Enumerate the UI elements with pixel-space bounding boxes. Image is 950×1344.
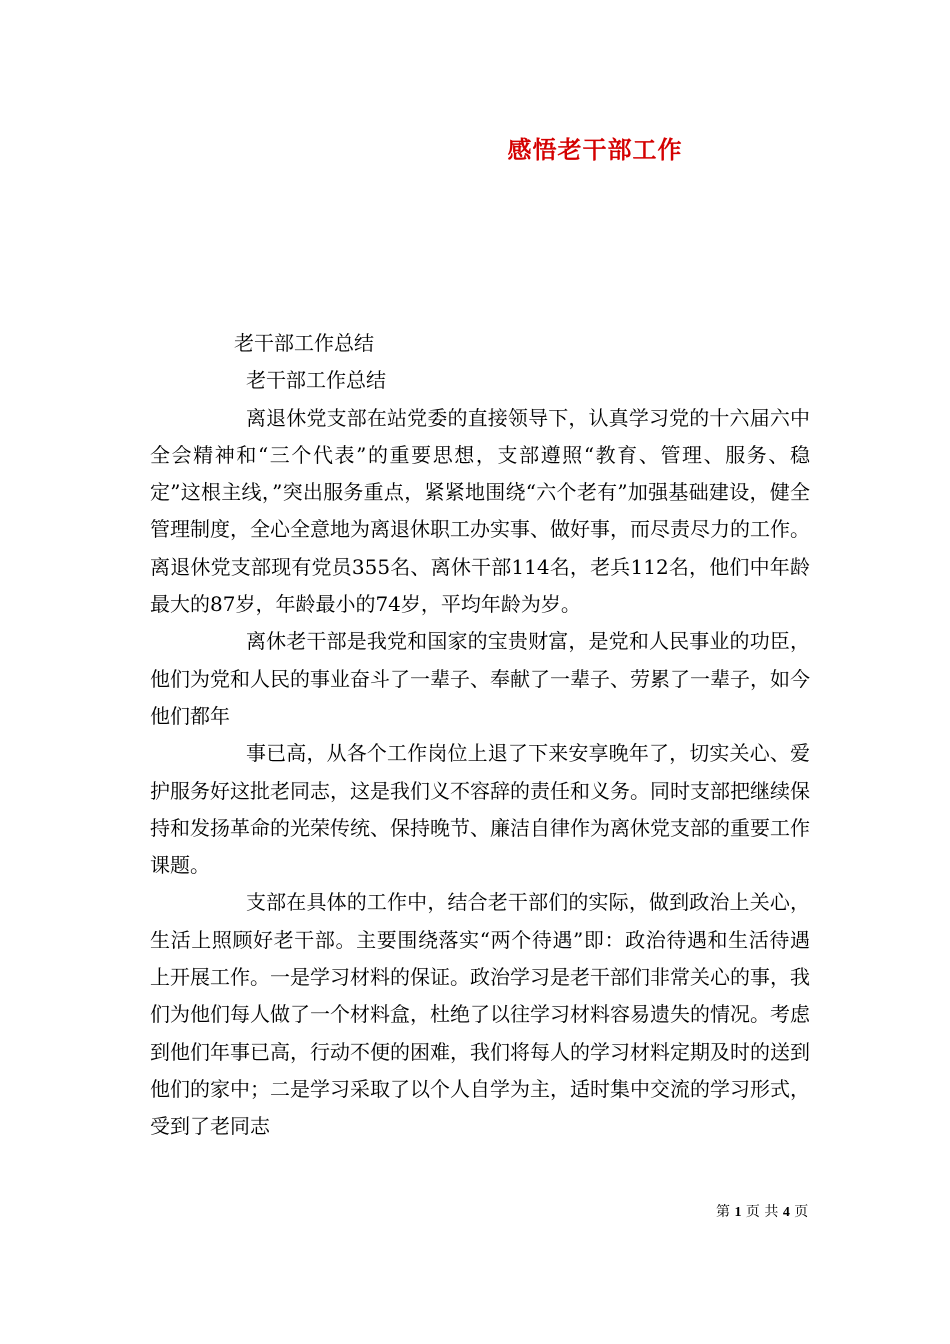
section-subheading: 老干部工作总结 bbox=[246, 368, 386, 393]
footer-total-pages: 4 bbox=[782, 1205, 790, 1220]
footer-current-page: 1 bbox=[734, 1205, 742, 1220]
paragraph-4: 支部在具体的工作中，结合老干部们的实际，做到政治上关心，生活上照顾好老干部。主要围绕落实“两个待遇”即：政治待遇和生活待遇上开展工作。一是学习材料的保证。政治学习是老干部们非常关心的事，我们为他们每人做了一个材料盒，杜绝了以往学习材料容易遗失的情况。考虑到他们年事已高，行动不便的困难，我们将每人的学习材料定期及时的送到他们的家中；二是学习采取了以个人自学为主，适时集中交流的学习形式，受到了老同志 bbox=[150, 890, 810, 1139]
document-title: 感悟老干部工作 bbox=[507, 135, 683, 164]
page-footer bbox=[716, 1202, 808, 1223]
document-body bbox=[150, 325, 810, 1146]
section-heading: 老干部工作总结 bbox=[234, 331, 374, 355]
paragraph-3: 事已高，从各个工作岗位上退了下来安享晚年了，切实关心、爱护服务好这批老同志，这是我们义不容辞的责任和义务。同时支部把继续保持和发扬革命的光荣传统、保持晚节、廉洁自律作为离休党支部的重要工作课题。 bbox=[150, 741, 810, 878]
footer-prefix: 第 bbox=[716, 1204, 730, 1220]
paragraph-1: 离退休党支部在站党委的直接领导下，认真学习党的十六届六中全会精神和“三个代表”的重要思想，支部遵照“教育、管理、服务、稳定”这根主线，”突出服务重点，紧紧地围绕“六个老有”加强基础建设，健全管理制度，全心全意地为离退休职工办实事、做好事，而尽责尽力的工作。离退休党支部现有党员355名、离休干部114名，老兵112名，他们中年龄最大的87岁，年龄最小的74岁，平均年龄为岁。 bbox=[150, 405, 810, 617]
footer-suffix: 页 bbox=[794, 1204, 809, 1220]
paragraph-2: 离休老干部是我党和国家的宝贵财富，是党和人民事业的功臣，他们为党和人民的事业奋斗了一辈子、奉献了一辈子、劳累了一辈子，如今他们都年 bbox=[150, 629, 810, 728]
footer-middle: 页 共 bbox=[745, 1204, 779, 1220]
